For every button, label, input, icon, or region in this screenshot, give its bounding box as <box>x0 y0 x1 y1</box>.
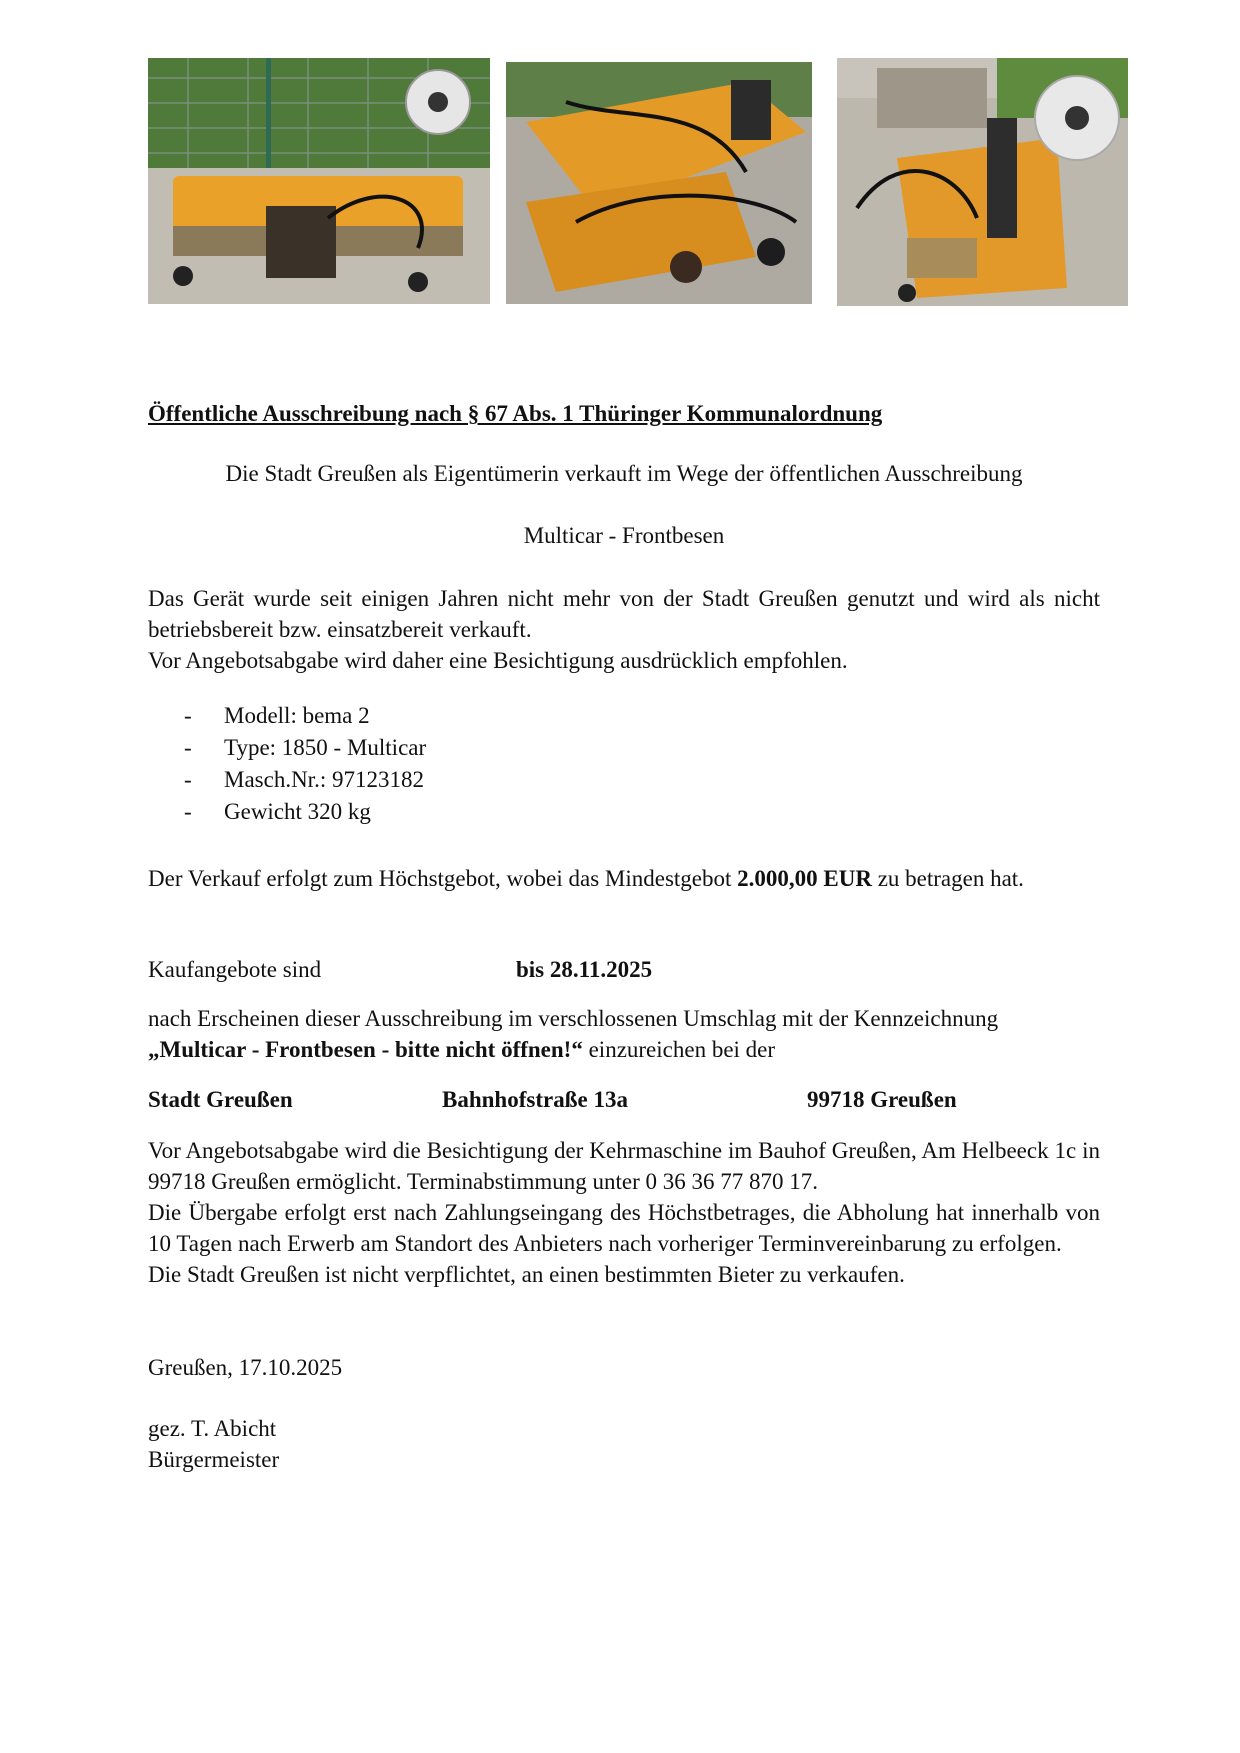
spec-type: Type: 1850 - Multicar <box>224 735 427 760</box>
envelope-label-warning: bitte nicht öffnen!“ <box>395 1037 583 1062</box>
submission-line-1: nach Erscheinen dieser Ausschreibung im verschlossenen Umschlag mit der Kennzeichnung <box>148 1006 999 1031</box>
description-paragraph <box>148 583 1100 676</box>
spec-weight: Gewicht 320 kg <box>224 799 371 824</box>
spec-model: Modell: bema 2 <box>224 703 370 728</box>
list-item: - Gewicht 320 kg <box>184 799 371 824</box>
sale-terms-text: Der Verkauf erfolgt zum Höchstgebot, wobei das Mindestgebot <box>148 866 732 891</box>
signature-name: gez. T. Abicht <box>148 1416 277 1441</box>
address-street: Bahnhofstraße 13a <box>442 1087 628 1112</box>
list-item: - Modell: bema 2 <box>184 703 370 728</box>
intro-text: Die Stadt Greußen als Eigentümerin verkauft im Wege der öffentlichen Ausschreibung <box>225 461 1023 486</box>
deadline-date: bis 28.11.2025 <box>516 957 653 982</box>
submission-line-2 <box>148 1034 1100 1065</box>
handover-text: Die Übergabe erfolgt erst nach Zahlungseingang des Höchstbetrages, die Abholung hat innerhalb von 10 Tagen nach Erwerb am Standort des Anbieters nach vorheriger Terminvereinbarung zu erfolgen. <box>148 1200 1100 1256</box>
address-city: 99718 Greußen <box>807 1087 957 1112</box>
photo-strip <box>148 58 1128 308</box>
specs-list <box>148 700 1100 828</box>
description-line-1: Das Gerät wurde seit einigen Jahren nicht mehr von der Stadt Greußen genutzt und wird als nicht betriebsbereit bzw. einsatzbereit verkauft. <box>148 586 1100 642</box>
deadline-row <box>148 954 1100 985</box>
inspection-text: Vor Angebotsabgabe wird die Besichtigung der Kehrmaschine im Bauhof Greußen, Am Helbeeck 1c in 99718 Greußen ermöglicht. Terminabstimmung unter 0 36 36 77 870 17. <box>148 1138 1100 1194</box>
signature-block <box>148 1413 1100 1475</box>
address-name: Stadt Greußen <box>148 1087 293 1112</box>
sale-terms <box>148 863 1068 894</box>
list-item: - Type: 1850 - Multicar <box>184 735 427 760</box>
deadline-label: Kaufangebote sind <box>148 957 322 982</box>
submission-line-end: einzureichen bei der <box>588 1037 776 1062</box>
address-row <box>148 1084 1100 1115</box>
street-sweeper-photo-1 <box>148 58 490 304</box>
place-date: Greußen, 17.10.2025 <box>148 1355 343 1380</box>
no-obligation-text: Die Stadt Greußen ist nicht verpflichtet, an einen bestimmten Bieter zu verkaufen. <box>148 1262 905 1287</box>
description-line-2: Vor Angebotsabgabe wird daher eine Besichtigung ausdrücklich empfohlen. <box>148 648 848 673</box>
spec-machine-number: Masch.Nr.: 97123182 <box>224 767 424 792</box>
sale-terms-end: zu betragen hat. <box>877 866 1024 891</box>
page-title: Öffentliche Ausschreibung nach § 67 Abs. 1 Thüringer Kommunalordnung <box>148 401 883 426</box>
envelope-label-start: „Multicar - Frontbesen - <box>148 1037 390 1062</box>
minimum-bid: 2.000,00 EUR <box>737 866 872 891</box>
submission-paragraph <box>148 1003 1100 1065</box>
list-item: - Masch.Nr.: 97123182 <box>184 767 424 792</box>
item-name: Multicar - Frontbesen <box>523 523 725 548</box>
details-paragraph <box>148 1135 1100 1290</box>
street-sweeper-photo-3 <box>837 58 1128 306</box>
signature-role: Bürgermeister <box>148 1447 280 1472</box>
street-sweeper-photo-2 <box>506 62 812 304</box>
